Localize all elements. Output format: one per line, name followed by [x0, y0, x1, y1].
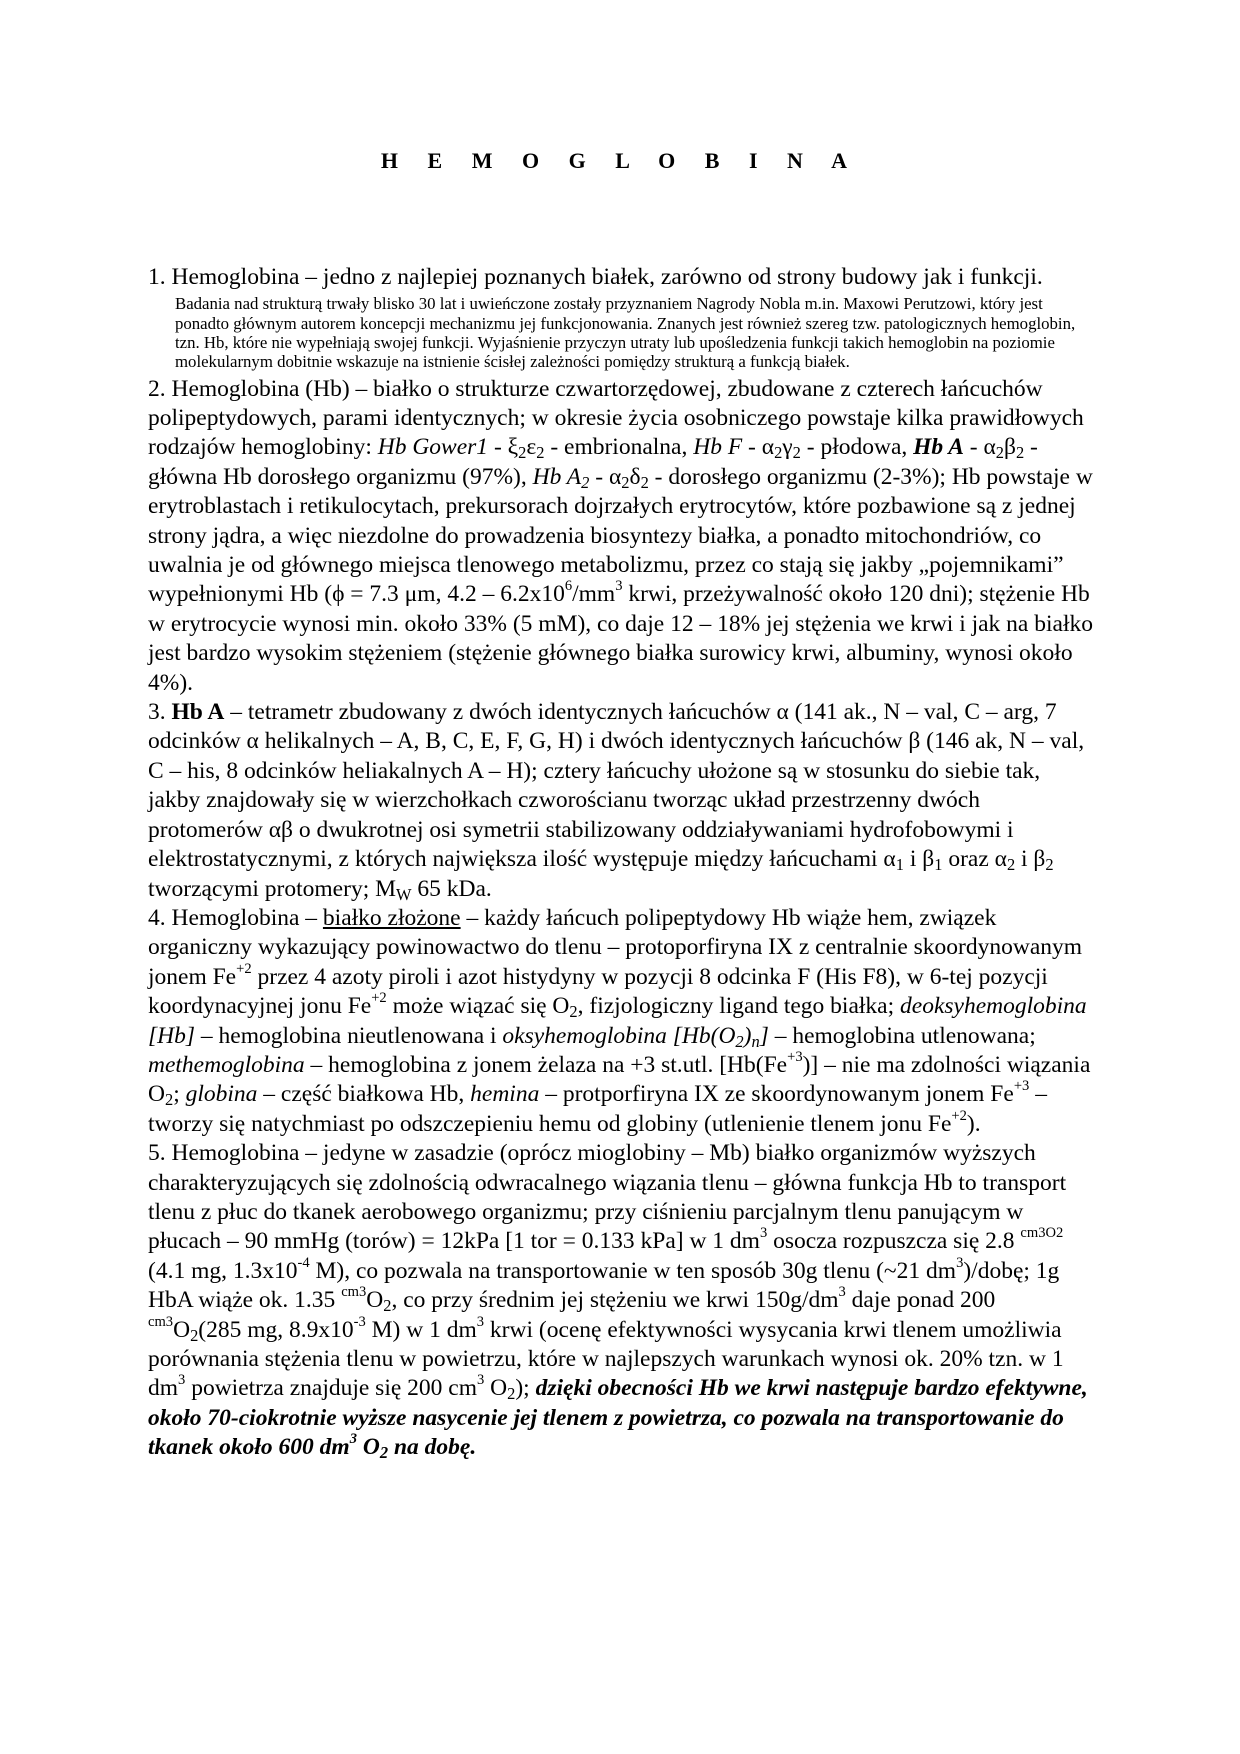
paragraph-1-note: Badania nad strukturą trwały blisko 30 lat i uwieńczone zostały przyznaniem Nagrody Nobla m.in. Maxowi Perutzowi, który jest ponadto głównym autorem koncepcji mechanizmu jej funkcjonowania. Znanych jest również szereg tzw. patologicznych hemoglobin, tzn. Hb, które nie wypełniają swojej funkcji. Wyjaśnienie przyczyn utraty lub upośledzenia funkcji takich hemoglobin na poziomie molekularnym dobitnie wskazuje na istnienie ścisłej zależności pomiędzy strukturą a funkcją białek. [175, 294, 1076, 372]
paragraph-3: 3. Hb A – tetrametr zbudowany z dwóch identycznych łańcuchów α (141 ak., N – val, C – arg, 7 odcinków α helikalnych – A, B, C, E, F, G, H) i dwóch identycznych łańcuchów β (146 ak, N – val, C – his, 8 odcinków heliakalnych A – H); cztery łańcuchy ułożone są w stosunku do siebie tak, jakby znajdowały się w wierzchołkach czworościanu tworząc układ przestrzenny dwóch protomerów αβ o dwukrotnej osi symetrii stabilizowany oddziaływaniami hydrofobowymi i elektrostatycznymi, z których największa ilość występuje między łańcuchami $\alpha_1$ i $\beta_1$ oraz $\alpha_2$ i $\beta_2$ tworzącymi protomery; $M_W$ 65 kDa. [148, 699, 1085, 904]
underlined-term: białko złożone [322, 904, 461, 931]
paragraph-2: 2. Hemoglobina (Hb) – białko o strukturze czwartorzędowej, zbudowane z czterech łańcuchów polipeptydowych, parami identycznych; w okresie życia osobniczego powstaje kilka prawidłowych rodzajów hemoglobiny: Hb Gower1 - $\xi_2\varepsilon_2$ - embrionalna, Hb F - $\alpha_2\gamma_2$ - płodowa, Hb A - $\alpha_2\beta_2$ - główna Hb dorosłego organizmu (97%), Hb $A_2 - \alpha_2\delta_2$ - dorosłego organizmu (2-3%); Hb powstaje w erytroblastach i retikulocytach, prekursorach dojrzałych erytrocytów, które pozbawione są z jednej strony jądra, a więc niezdolne do prowadzenia biosyntezy białka, a ponadto mitochondriów, co uwalnia je od głównego miejsca tlenowego metabolizmu, przez co stają się jakby „pojemnikami” wypełnionymi Hb (ϕ = 7.3 μm, $4.2 - 6.2x10^6/mm^3$ krwi, przeżywalność około 120 dni); stężenie Hb w erytrocycie wynosi min. około 33% (5 mM), co daje 12 – 18% jej stężenia we krwi i jak na białko jest bardzo wysokim stężeniem (stężenie głównego białka surowicy krwi, albuminy, wynosi około 4%). [148, 375, 1093, 696]
paragraph-1-text: 1. Hemoglobina – jedno z najlepiej poznanych białek, zarówno od strony budowy jak i funkcji. [148, 264, 1043, 290]
paragraph-5: 5. Hemoglobina – jedyne w zasadzie (oprócz mioglobiny – Mb) białko organizmów wyższych charakteryzujących się zdolnością odwracalnego wiązania tlenu – główna funkcja Hb to transport tlenu z płuc do tkanek aerobowego organizmu; przy ciśnieniu parcjalnym tlenu panującym w płucach – 90 mmHg (torów) = 12kPa [1 tor = 0.133 kPa] w 1 $dm^3$ osocza rozpuszcza się 2.8 $^{cm3O2}$ (4.1 mg, $1.3x10^{-4}$ M), co pozwala na transportowanie w ten sposób 30g tlenu (~21 $dm^3$)/dobę; 1g HbA wiąże ok. 1.35 $^{cm3}O_2$, co przy średnim jej stężeniu we krwi $150g/dm^3$ daje ponad 200 $^{cm3}O_2(285$ mg, $8.9x10^{-3}$ M) w 1 $dm^3$ krwi (ocenę efektywności wysycania krwi tlenem umożliwia porównania stężenia tlenu w powietrzu, które w najlepszych warunkach wynosi ok. 20% tzn. w 1 $dm^3$ powietrza znajduje się 200 $cm^3$ $O_2$); dzięki obecności Hb we krwi następuje bardzo efektywne, około 70-ciokrotnie wyższe nasycenie jej tlenem z powietrza, co pozwala na transportowanie do tkanek około 600 $dm^3$ $O_2$ na dobę. [148, 1140, 1088, 1463]
methemo-term: methemoglobina [148, 1051, 305, 1078]
hb-f-term: Hb F [693, 434, 743, 461]
hb-a-bold-term: Hb A [171, 699, 225, 726]
oxy-term: oksyhemoglobina $[Hb(O_2)_n]$ [502, 1022, 769, 1051]
deoxy-term: deoksyhemoglobina [Hb] [148, 993, 1087, 1049]
document-body [148, 263, 1093, 1463]
paragraph-1 [148, 263, 1093, 292]
conclusion-emphasis: dzięki obecności Hb we krwi następuje bardzo efektywne, około 70-ciokrotnie wyższe nasycenie jej tlenem z powietrza, co pozwala na transportowanie do tkanek około 600 $dm^3$ $O_2$ na dobę. [148, 1375, 1088, 1463]
globina-term: globina [185, 1081, 258, 1108]
hb-gower1-term: Hb Gower1 [377, 434, 489, 461]
paragraph-4: 4. Hemoglobina – białko złożone – każdy łańcuch polipeptydowy Hb wiąże hem, związek organiczny wykazujący powinowactwo do tlenu – protoporfiryna IX z centralnie skoordynowanym jonem $Fe^{+2}$ przez 4 azoty piroli i azot histydyny w pozycji 8 odcinka F (His F8), w 6-tej pozycji koordynacyjnej jonu $Fe^{+2}$ może wiązać się $O_2$, fizjologiczny ligand tego białka; deoksyhemoglobina [Hb] – hemoglobina nieutlenowana i oksyhemoglobina $[Hb(O_2)_n]$ – hemoglobina utlenowana; methemoglobina – hemoglobina z jonem żelaza na +3 st.utl. $[Hb(Fe^{+3})]$ – nie ma zdolności wiązania $O_2$; globina – część białkowa Hb, hemina – protporfiryna IX ze skoordynowanym jonem $Fe^{+3}$ – tworzy się natychmiast po odszczepieniu hemu od globiny (utlenienie tlenem jonu $Fe^{+2}$). [148, 904, 1091, 1137]
hemina-term: hemina [470, 1081, 540, 1108]
hb-a-term: Hb A [913, 434, 964, 461]
hb-a2-term: Hb $A_2$ [532, 463, 590, 492]
document-title: H E M O G L O B I N A [380, 148, 860, 173]
